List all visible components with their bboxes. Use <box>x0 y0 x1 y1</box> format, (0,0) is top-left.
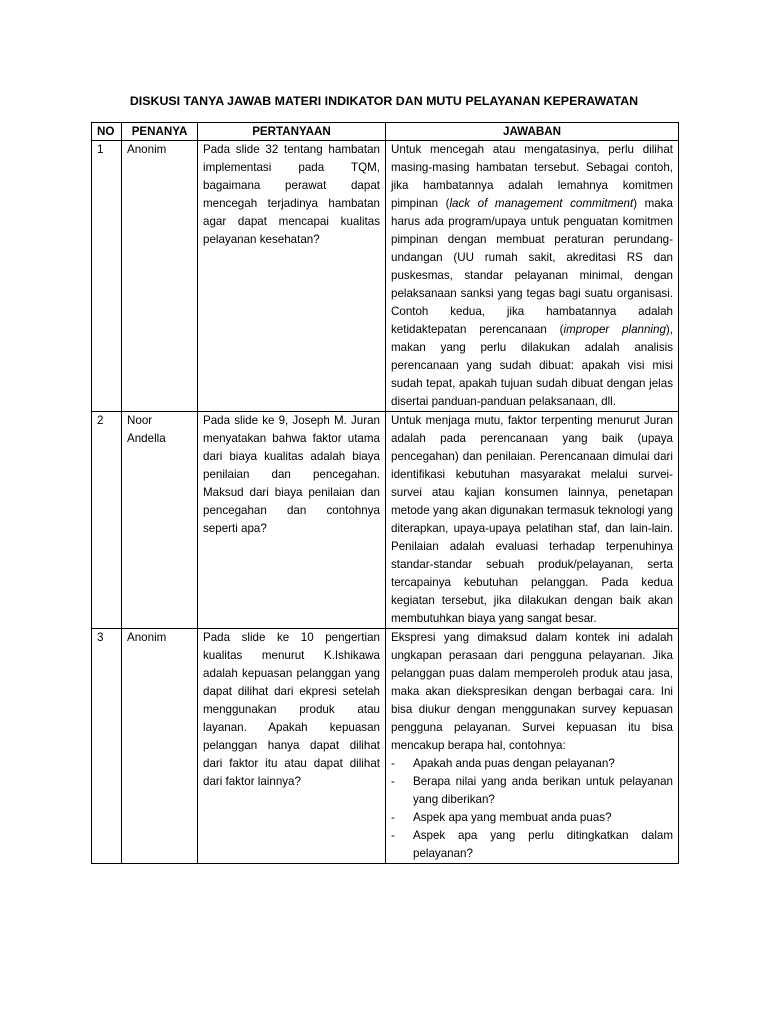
row-number: 1 <box>92 141 122 412</box>
header-asker: PENANYA <box>122 123 198 141</box>
header-no: NO <box>92 123 122 141</box>
qa-table <box>91 122 679 864</box>
answer-italic-term: improper planning <box>563 323 666 336</box>
table-header-row <box>92 123 679 141</box>
row-answer: Untuk menjaga mutu, faktor terpenting menurut Juran adalah pada perencanaan yang baik (upaya pencegahan) dan penilaian. Perencanaan dimulai dari identifikasi kebutuhan masyarakat melalui survei-survei atau kajian konsumen lainnya, penetapan metode yang akan digunakan termasuk teknologi yang diterapkan, upaya-upaya pelatihan staf, dan lain-lain. Penilaian adalah evaluasi terhadap terpenuhinya standar-standar sebuah produk/pelayanan, serta tercapainya kebutuhan pelanggan. Pada kedua kegiatan tersebut, jika dilakukan dengan baik akan membutuhkan biaya yang sangat besar. <box>386 412 679 629</box>
row-question: Pada slide 32 tentang hambatan implementasi pada TQM, bagaimana perawat dapat mencegah terjadinya hambatan agar dapat mencapai kualitas pelayanan kesehatan? <box>198 141 386 412</box>
table-row <box>92 629 679 864</box>
list-item: - Aspek apa yang perlu ditingkatkan dalam pelayanan? <box>391 827 673 863</box>
answer-list <box>391 755 673 863</box>
table-row <box>92 412 679 629</box>
list-item: - Apakah anda puas dengan pelayanan? <box>391 755 673 773</box>
answer-italic-term: lack of management commitment <box>449 197 634 210</box>
answer-text: ) maka harus ada program/upaya untuk penguatan komitmen pimpinan dengan membuat peraturan perundang-undangan (UU rumah sakit, akreditasi RS dan puskesmas, standar pelayanan minimal, dengan pelaksanaan sanksi yang tegas bagi suatu organisasi. Contoh kedua, jika hambatannya adalah ketidaktepatan perencanaan ( <box>391 197 673 336</box>
row-asker: Noor Andella <box>122 412 198 629</box>
row-asker: Anonim <box>122 141 198 412</box>
answer-text: Untuk mencegah atau mengatasinya, perlu dilihat masing-masing hambatan tersebut. Sebagai contoh, jika hambatannya adalah lemahnya komitmen pimpinan ( <box>391 143 673 210</box>
header-question: PERTANYAAN <box>198 123 386 141</box>
answer-text: ), makan yang perlu dilakukan adalah analisis perencanaan yang sudah dibuat: apakah visi misi sudah tepat, apakah tujuan sudah dibuat dengan jelas disertai panduan-panduan pelaksanaan, dll. <box>391 323 673 408</box>
list-item: - Berapa nilai yang anda berikan untuk pelayanan yang diberikan? <box>391 773 673 809</box>
row-answer <box>386 141 679 412</box>
row-question: Pada slide ke 9, Joseph M. Juran menyatakan bahwa faktor utama dari biaya kualitas adalah biaya penilaian dan pencegahan. Maksud dari biaya penilaian dan pencegahan dan contohnya seperti apa? <box>198 412 386 629</box>
row-question: Pada slide ke 10 pengertian kualitas menurut K.Ishikawa adalah kepuasan pelanggan yang dapat dilihat dari ekpresi setelah menggunakan produk atau layanan. Apakah kepuasan pelanggan hanya dapat dilihat dari faktor itu atau dapat dilihat dari faktor lainnya? <box>198 629 386 864</box>
row-answer <box>386 629 679 864</box>
header-answer: JAWABAN <box>386 123 679 141</box>
row-number: 3 <box>92 629 122 864</box>
list-item: - Aspek apa yang membuat anda puas? <box>391 809 673 827</box>
document-title: DISKUSI TANYA JAWAB MATERI INDIKATOR DAN MUTU PELAYANAN KEPERAWATAN <box>129 94 639 108</box>
answer-text: Ekspresi yang dimaksud dalam kontek ini adalah ungkapan perasaan dari pengguna pelayanan. Jika pelanggan puas dalam memperoleh produk atau jasa, maka akan diekspresikan dengan berbagai cara. Ini bisa diukur dengan menggunakan survey kepuasan pengguna pelayanan. Survei kepuasan itu bisa mencakup berapa hal, contohnya: <box>391 631 673 752</box>
row-asker: Anonim <box>122 629 198 864</box>
table-row <box>92 141 679 412</box>
row-number: 2 <box>92 412 122 629</box>
